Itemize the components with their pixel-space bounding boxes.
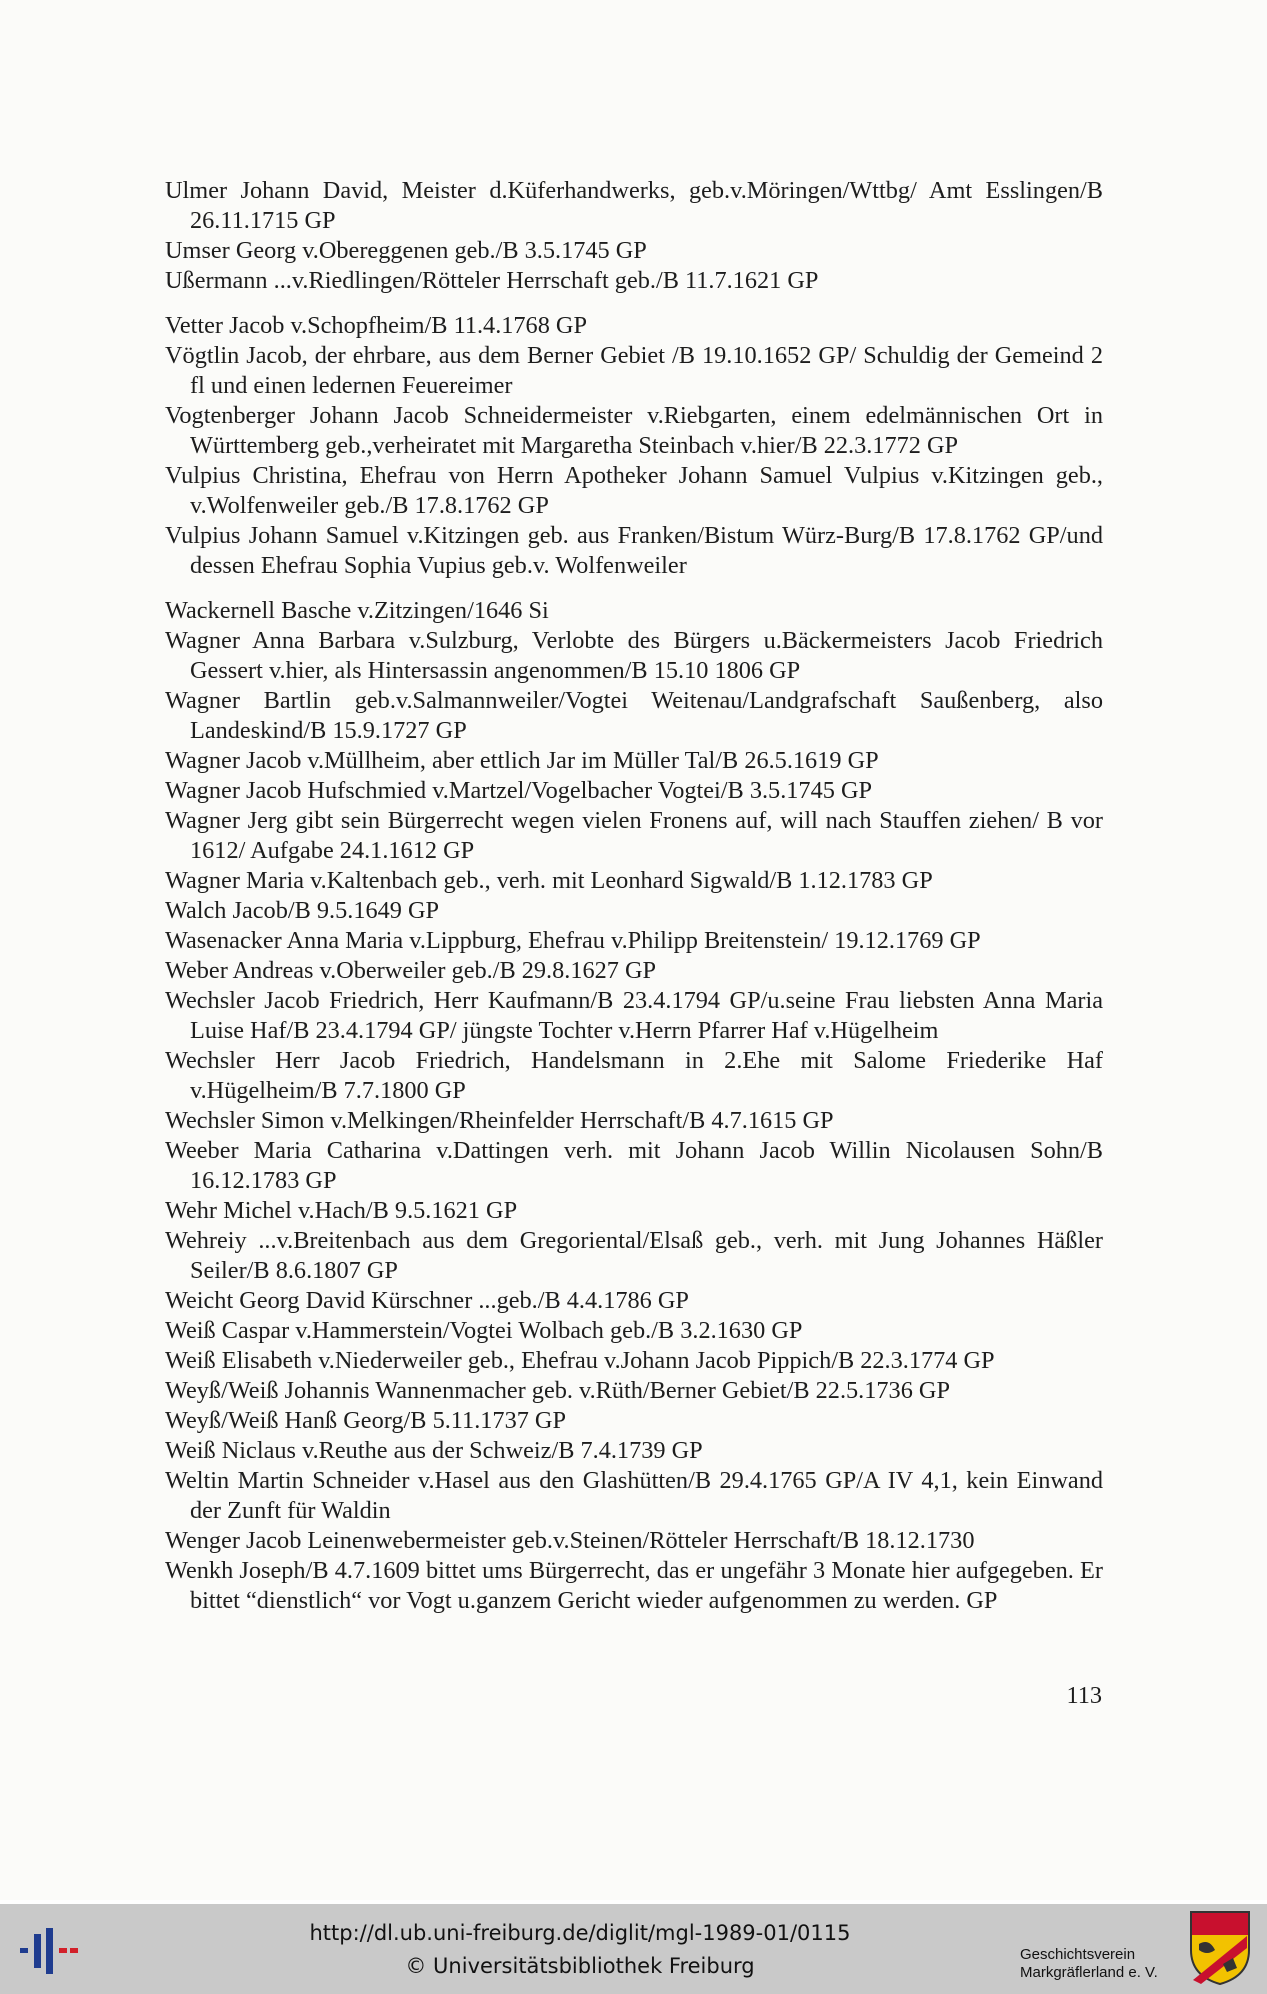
register-entry: Weyß/Weiß Johannis Wannenmacher geb. v.Rüth/Berner Gebiet/B 22.5.1736 GP <box>165 1377 950 1404</box>
register-entry: Wenger Jacob Leinenwebermeister geb.v.Steinen/Rötteler Herrschaft/B 18.12.1730 <box>165 1527 975 1554</box>
register-entry: Weiß Elisabeth v.Niederweiler geb., Ehefrau v.Johann Jacob Pippich/B 22.3.1774 GP <box>165 1347 995 1374</box>
register-entry: Vulpius Christina, Ehefrau von Herrn Apotheker Johann Samuel Vulpius v.Kitzingen geb., v.Wolfenweiler geb./B 17.8.1762 GP <box>165 462 1103 519</box>
coat-of-arms-icon <box>1189 1910 1251 1986</box>
register-entry: Wehr Michel v.Hach/B 9.5.1621 GP <box>165 1197 518 1224</box>
register-entry: Wechsler Simon v.Melkingen/Rheinfelder Herrschaft/B 4.7.1615 GP <box>165 1107 834 1134</box>
register-entry: Vetter Jacob v.Schopfheim/B 11.4.1768 GP <box>165 312 587 339</box>
register-entry: Wagner Anna Barbara v.Sulzburg, Verlobte des Bürgers u.Bäckermeisters Jacob Friedrich Gessert v.hier, als Hintersassin angenommen/B 15.10 1806 GP <box>165 627 1103 684</box>
footer-bar <box>0 1904 1267 1994</box>
page-number: 113 <box>1066 1682 1102 1709</box>
register-entry: Weber Andreas v.Oberweiler geb./B 29.8.1627 GP <box>165 957 657 984</box>
register-entries <box>165 176 1103 1616</box>
register-entry: Umser Georg v.Obereggenen geb./B 3.5.1745 GP <box>165 237 647 264</box>
register-entry: Wagner Jerg gibt sein Bürgerrecht wegen vielen Fronens auf, will nach Stauffen ziehen/ B vor 1612/ Aufgabe 24.1.1612 GP <box>165 807 1103 864</box>
register-entry: Wehreiy ...v.Breitenbach aus dem Gregoriental/Elsaß geb., verh. mit Jung Johannes Häßler Seiler/B 8.6.1807 GP <box>165 1227 1103 1284</box>
footer-copyright: © Universitätsbibliothek Freiburg <box>405 1954 755 1978</box>
register-entry: Wagner Jacob v.Müllheim, aber ettlich Jar im Müller Tal/B 26.5.1619 GP <box>165 747 879 774</box>
register-entry: Wagner Bartlin geb.v.Salmannweiler/Vogtei Weitenau/Landgrafschaft Saußenberg, also Landeskind/B 15.9.1727 GP <box>165 687 1103 744</box>
register-entry: Ußermann ...v.Riedlingen/Rötteler Herrschaft geb./B 11.7.1621 GP <box>165 267 819 294</box>
society-name-line-1: Geschichtsverein <box>1020 1946 1136 1963</box>
register-entry: Wasenacker Anna Maria v.Lippburg, Ehefrau v.Philipp Breitenstein/ 19.12.1769 GP <box>165 927 981 954</box>
register-entry: Weicht Georg David Kürschner ...geb./B 4.4.1786 GP <box>165 1287 689 1314</box>
register-entry: Vogtenberger Johann Jacob Schneidermeister v.Riebgarten, einem edelmännischen Ort in Württemberg geb.,verheiratet mit Margaretha Steinbach v.hier/B 22.3.1772 GP <box>165 402 1103 459</box>
register-entry: Ulmer Johann David, Meister d.Küferhandwerks, geb.v.Möringen/Wttbg/ Amt Esslingen/B 26.11.1715 GP <box>165 177 1103 234</box>
register-entry: Wagner Jacob Hufschmied v.Martzel/Vogelbacher Vogtei/B 3.5.1745 GP <box>165 777 873 804</box>
register-entry: Vulpius Johann Samuel v.Kitzingen geb. aus Franken/Bistum Würz-Burg/B 17.8.1762 GP/und dessen Ehefrau Sophia Vupius geb.v. Wolfenweiler <box>165 522 1103 579</box>
register-entry: Weyß/Weiß Hanß Georg/B 5.11.1737 GP <box>165 1407 566 1434</box>
footer-url-link[interactable]: http://dl.ub.uni-freiburg.de/diglit/mgl-1989-01/0115 <box>309 1921 851 1945</box>
society-name <box>1020 1946 1180 1982</box>
register-entry: Wenkh Joseph/B 4.7.1609 bittet ums Bürgerrecht, das er ungefähr 3 Monate hier aufgegeben. Er bittet “dienstlich“ vor Vogt u.ganzem Gericht wieder aufgenommen zu werden. GP <box>165 1557 1103 1614</box>
register-entry: Walch Jacob/B 9.5.1649 GP <box>165 897 440 924</box>
register-entry: Wechsler Jacob Friedrich, Herr Kaufmann/B 23.4.1794 GP/u.seine Frau liebsten Anna Maria Luise Haf/B 23.4.1794 GP/ jüngste Tochter v.Herrn Pfarrer Haf v.Hügelheim <box>165 987 1103 1044</box>
register-entry: Vögtlin Jacob, der ehrbare, aus dem Berner Gebiet /B 19.10.1652 GP/ Schuldig der Gemeind 2 fl und einen ledernen Feuereimer <box>165 342 1103 399</box>
register-entry: Wechsler Herr Jacob Friedrich, Handelsmann in 2.Ehe mit Salome Friederike Haf v.Hügelheim/B 7.7.1800 GP <box>165 1047 1103 1104</box>
register-entry: Weltin Martin Schneider v.Hasel aus den Glashütten/B 29.4.1765 GP/A IV 4,1, kein Einwand der Zunft für Waldin <box>165 1467 1103 1524</box>
register-entry: Weiß Niclaus v.Reuthe aus der Schweiz/B 7.4.1739 GP <box>165 1437 703 1464</box>
register-entry: Weiß Caspar v.Hammerstein/Vogtei Wolbach geb./B 3.2.1630 GP <box>165 1317 803 1344</box>
digital-library-logo-icon <box>16 1926 82 1976</box>
register-entry: Wagner Maria v.Kaltenbach geb., verh. mit Leonhard Sigwald/B 1.12.1783 GP <box>165 867 933 894</box>
register-entry: Wackernell Basche v.Zitzingen/1646 Si <box>165 597 549 624</box>
register-entry: Weeber Maria Catharina v.Dattingen verh. mit Johann Jacob Willin Nicolausen Sohn/B 16.12.1783 GP <box>165 1137 1103 1194</box>
society-name-line-2: Markgräflerland e. V. <box>1020 1964 1158 1981</box>
